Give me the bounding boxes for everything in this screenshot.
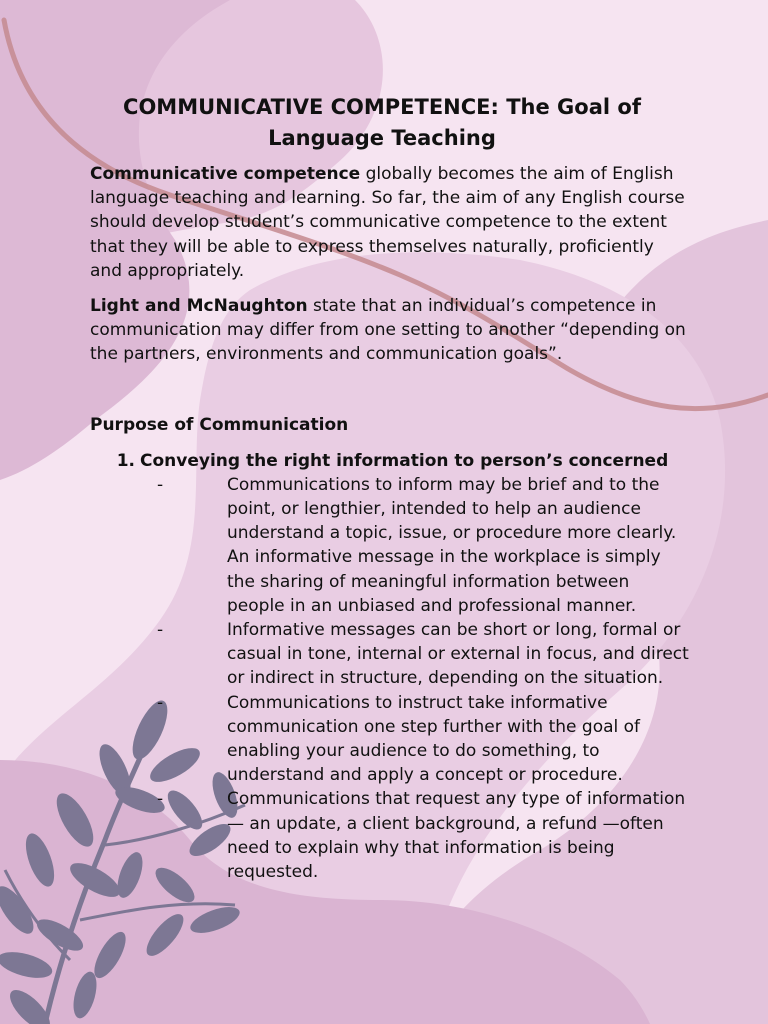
bullet-marker: - [157,620,164,641]
bullet-text: Communications to instruct take informative communication one step further with the goal of enabling your audience to do something, to understand and apply a concept or procedure. [227,692,641,786]
bullet-list [90,473,690,884]
bullet-text: Informative messages can be short or long, formal or casual in tone, internal or external in focus, and direct or indirect in structure, depending on the situation. [227,620,689,689]
section-heading: Purpose of Communication [90,414,349,435]
point-title: Conveying the right information to person’s concerned [140,450,669,471]
list-item [90,473,690,618]
intro-paragraph-lead: Communicative competence [90,164,361,184]
intro-paragraph [90,162,690,283]
point-number: 1. [116,450,135,471]
intro-paragraph-text: globally becomes the aim of English language teaching and learning. So far, the aim of any English course should develop student’s communicative competence to the extent that they will be able to express themselves naturally, proficiently and appropriately. [90,164,685,281]
quote-paragraph-text: state that an individual’s competence in communication may differ from one setting to another “depending on the partners, environments and communication goals”. [90,296,686,365]
list-item [90,618,690,691]
bullet-marker: - [157,474,164,495]
quote-paragraph-lead: Light and McNaughton [90,296,308,317]
list-item [90,787,690,884]
quote-paragraph [90,294,690,367]
bullet-marker: - [157,692,164,713]
bullet-marker: - [157,789,164,810]
bullet-text: Communications to inform may be brief and to the point, or lengthier, intended to help an audience understand a topic, issue, or procedure more clearly. An informative message in the workplace is simply the sharing of meaningful information between people in an unbiased and professional manner. [227,474,677,616]
document-body [90,92,690,884]
numbered-point [90,449,690,473]
list-item [90,691,690,788]
bullet-text: Communications that request any type of information — an update, a client background, a refund —often need to explain why that information is being requested. [227,789,686,883]
document-title: COMMUNICATIVE COMPETENCE: The Goal of Language Teaching [123,95,641,150]
